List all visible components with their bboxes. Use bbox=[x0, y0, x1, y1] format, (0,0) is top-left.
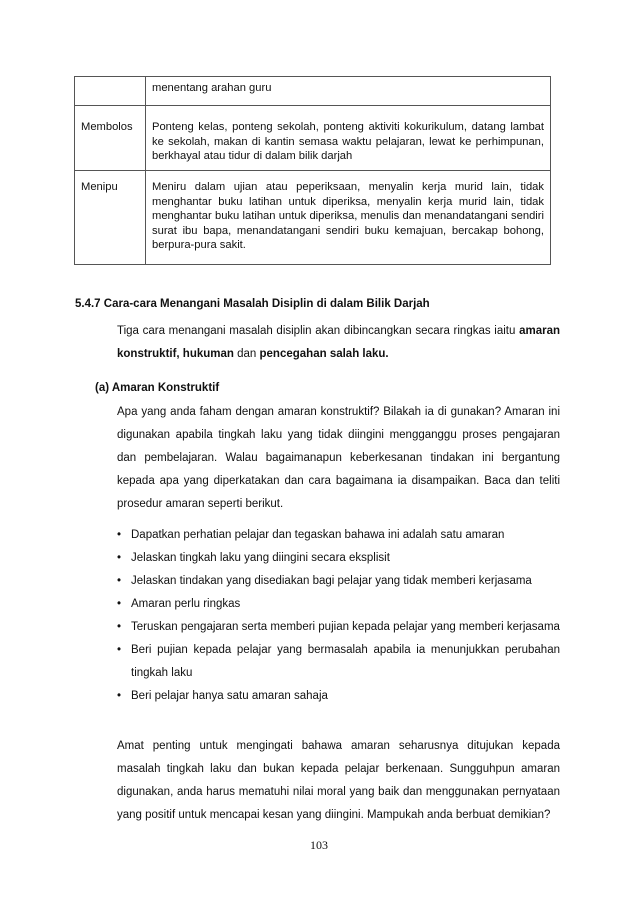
list-item bbox=[117, 593, 560, 616]
table-term-cell: Membolos bbox=[75, 106, 146, 171]
table-row bbox=[75, 171, 551, 265]
procedure-list bbox=[117, 524, 560, 708]
intro-text: Tiga cara menangani masalah disiplin akan dibincangkan secara ringkas iaitu bbox=[117, 325, 520, 337]
table-row bbox=[75, 77, 551, 106]
intro-paragraph bbox=[117, 320, 560, 366]
list-item-text: Beri pujian kepada pelajar yang bermasalah apabila ia menunjukkan perubahan tingkah laku bbox=[131, 644, 560, 679]
list-item bbox=[117, 524, 560, 547]
bullet-icon: • bbox=[117, 644, 122, 656]
bullet-icon: • bbox=[117, 598, 122, 610]
list-item-text: Dapatkan perhatian pelajar dan tegaskan bahawa ini adalah satu amaran bbox=[131, 529, 505, 541]
paragraph-1: Apa yang anda faham dengan amaran konstruktif? Bilakah ia di gunakan? Amaran ini digunakan apabila tingkah laku yang tidak diingini mengganggu proses pengajaran dan pembelajaran. Walau bagaimanapun keberkesanan tindakan ini bergantung kepada apa yang diperkatakan dan cara bagaimana ia disampaikan. Baca dan teliti prosedur amaran seperti berikut. bbox=[117, 406, 560, 510]
list-item bbox=[117, 547, 560, 570]
table-row bbox=[75, 106, 551, 171]
paragraph-2: Amat penting untuk mengingati bahawa amaran seharusnya ditujukan kepada masalah tingkah laku dan bukan kepada pelajar berkenaan. Sungguhpun amaran digunakan, anda harus mematuhi nilai moral yang baik dan menggunakan pernyataan yang positif untuk mencapai kesan yang diingini. Mampukah anda berbuat demikian? bbox=[117, 740, 560, 821]
bullet-icon: • bbox=[117, 529, 122, 541]
intro-bold-term: pencegahan salah laku. bbox=[259, 348, 389, 360]
list-item-text: Jelaskan tingkah laku yang diingini secara eksplisit bbox=[131, 552, 390, 564]
list-item-text: Beri pelajar hanya satu amaran sahaja bbox=[131, 690, 328, 702]
table-desc-cell: Meniru dalam ujian atau peperiksaan, menyalin kerja murid lain, tidak menghantar buku latihan untuk diperiksa, menyalin kerja murid lain, tidak menghantar buku latihan untuk diperiksa, menulis dan menandatangani sendiri surat ibu bapa, menandatangani sendiri buku kemajuan, bercakap bohong, berpura-pura sakit. bbox=[146, 171, 551, 265]
section-title: 5.4.7 Cara-cara Menangani Masalah Disiplin di dalam Bilik Darjah bbox=[75, 298, 430, 310]
list-item-text: Teruskan pengajaran serta memberi pujian kepada pelajar yang memberi kerjasama bbox=[131, 621, 560, 633]
list-item bbox=[117, 570, 560, 593]
list-item bbox=[117, 639, 560, 685]
list-item bbox=[117, 685, 560, 708]
bullet-icon: • bbox=[117, 575, 122, 587]
table-desc-cell: menentang arahan guru bbox=[146, 77, 551, 106]
discipline-table bbox=[74, 76, 551, 265]
page-number: 103 bbox=[310, 838, 328, 852]
list-item-text: Jelaskan tindakan yang disediakan bagi pelajar yang tidak memberi kerjasama bbox=[131, 575, 532, 587]
list-item bbox=[117, 616, 560, 639]
list-item-text: Amaran perlu ringkas bbox=[131, 598, 241, 610]
table-desc-cell: Ponteng kelas, ponteng sekolah, ponteng aktiviti kokurikulum, datang lambat ke sekolah, makan di kantin semasa waktu pelajaran, lewat ke perhimpunan, berkhayal atau tidur di dalam bilik darjah bbox=[146, 106, 551, 171]
table-term-cell bbox=[75, 77, 146, 106]
intro-connector: dan bbox=[233, 348, 260, 360]
table-term-cell: Menipu bbox=[75, 171, 146, 265]
bullet-icon: • bbox=[117, 621, 122, 633]
bullet-icon: • bbox=[117, 690, 122, 702]
intro-bold-terms: amaran konstruktif, hukuman bbox=[117, 325, 560, 360]
bullet-icon: • bbox=[117, 552, 122, 564]
subsection-title: (a) Amaran Konstruktif bbox=[95, 382, 220, 394]
